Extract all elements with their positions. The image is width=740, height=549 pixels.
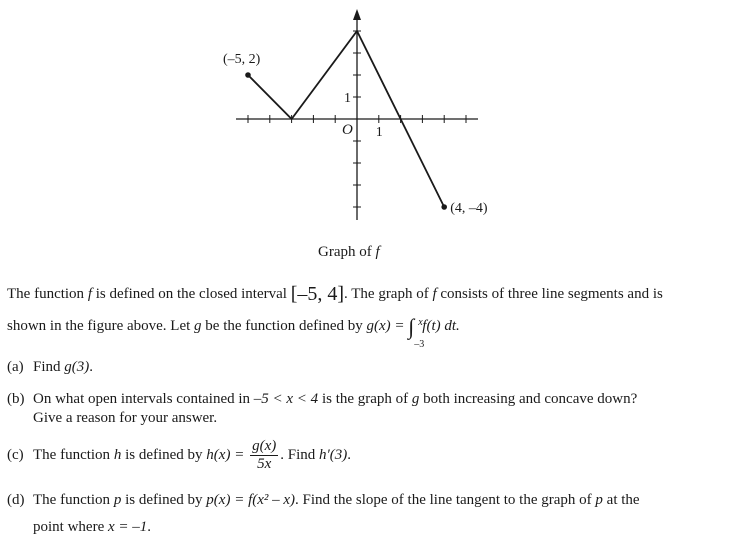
question-a: (a) Find g(3).: [7, 359, 94, 375]
question-b: (b) On what open intervals contained in –5 < x < 4 is the graph of g both increasing and concave down?: [7, 391, 638, 407]
intro-line-2: shown in the figure above. Let g be the function defined by g(x) = ∫ x –3 f(t) dt.: [7, 314, 460, 350]
fraction: $\frac{g(x)}{5x}$: [252, 438, 277, 472]
integral-sign: ∫ x –3: [408, 314, 425, 350]
origin-label: O: [342, 122, 353, 138]
axes: [236, 9, 478, 220]
y-axis-arrowhead: [353, 9, 361, 20]
endpoint-right: [441, 204, 447, 210]
y-tick-label: 1: [344, 91, 351, 106]
point-label-right: (4, –4): [450, 201, 488, 216]
question-b-line-2: Give a reason for your answer.: [33, 410, 218, 426]
graph-of-f: [0, 0, 740, 270]
caption-var: f: [375, 244, 380, 260]
graph-caption: [318, 244, 380, 261]
question-d: (d) The function p is defined by p(x) = f(x² – x). Find the slope of the line tangent to the graph of p at the: [7, 492, 640, 508]
question-d-line-2: point where x = –1.: [33, 519, 152, 535]
caption-text: Graph of: [318, 244, 376, 260]
question-c: (c) The function h is defined by h(x) = $\frac{g(x)}{5x}$ . Find h′(3).: [7, 438, 352, 472]
point-label-left: (–5, 2): [223, 52, 261, 67]
endpoint-left: [245, 72, 251, 78]
x-tick-label: 1: [375, 125, 383, 140]
intro-line-1: The function f is defined on the closed interval [–5, 4]. The graph of f consists of three line segments and is: [7, 283, 663, 305]
